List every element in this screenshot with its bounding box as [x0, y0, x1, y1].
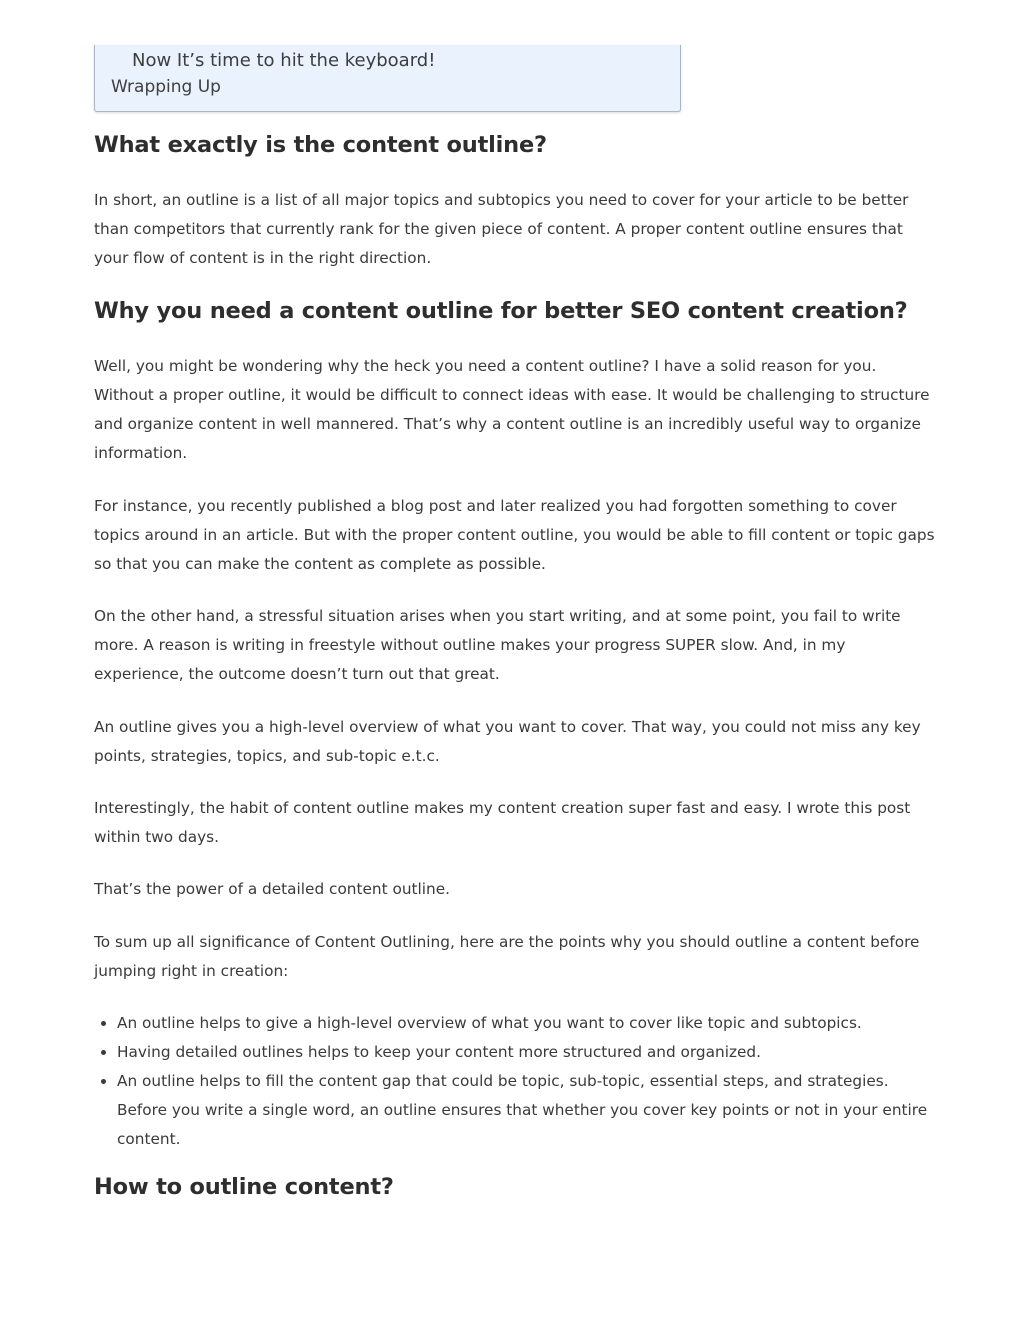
list-item: • Having detailed outlines helps to keep your content more structured and organized.: [117, 1038, 939, 1067]
table-of-contents: [94, 45, 681, 112]
heading-why-need-outline: Why you need a content outline for better SEO content creation?: [94, 298, 908, 324]
toc-link-wrapping-up[interactable]: Wrapping Up: [111, 77, 221, 97]
heading-what-is-outline: What exactly is the content outline?: [94, 132, 547, 158]
paragraph-sum-up: To sum up all significance of Content Outlining, here are the points why you should outline a content before jumping right in creation:: [94, 933, 920, 980]
significance-bullet-list: [94, 1009, 939, 1154]
paragraph-power: That’s the power of a detailed content outline.: [94, 880, 450, 898]
list-item: • An outline helps to fill the content gap that could be topic, sub-topic, essential steps, and strategies. Before you write a single word, an outline ensures that whether you cover key points or not in your entire content.: [117, 1067, 939, 1154]
heading-how-to-outline: How to outline content?: [94, 1174, 394, 1200]
paragraph-stressful-situation: On the other hand, a stressful situation arises when you start writing, and at some point, you fail to write more. A reason is writing in freestyle without outline makes your progress SUPER slow. And, in my experience, the outcome doesn’t turn out that great.: [94, 607, 901, 683]
paragraph-outline-definition: In short, an outline is a list of all major topics and subtopics you need to cover for your article to be better than competitors that currently rank for the given piece of content. A proper content outline ensures that your flow of content is in the right direction.: [94, 191, 909, 267]
paragraph-for-instance: For instance, you recently published a blog post and later realized you had forgotten something to cover topics around in an article. But with the proper content outline, you would be able to fill content or topic gaps so that you can make the content as complete as possible.: [94, 497, 935, 573]
list-item: • An outline helps to give a high-level overview of what you want to cover like topic and subtopics.: [117, 1009, 939, 1038]
paragraph-habit: Interestingly, the habit of content outline makes my content creation super fast and easy. I wrote this post within two days.: [94, 799, 911, 846]
toc-link-hit-keyboard[interactable]: Now It’s time to hit the keyboard!: [132, 50, 436, 71]
paragraph-solid-reason: Well, you might be wondering why the heck you need a content outline? I have a solid reason for you. Without a proper outline, it would be difficult to connect ideas with ease. It would be challenging to structure and organize content in well mannered. That’s why a content outline is an incredibly useful way to organize information.: [94, 357, 930, 462]
paragraph-high-level-overview: An outline gives you a high-level overview of what you want to cover. That way, you could not miss any key points, strategies, topics, and sub-topic e.t.c.: [94, 718, 921, 765]
